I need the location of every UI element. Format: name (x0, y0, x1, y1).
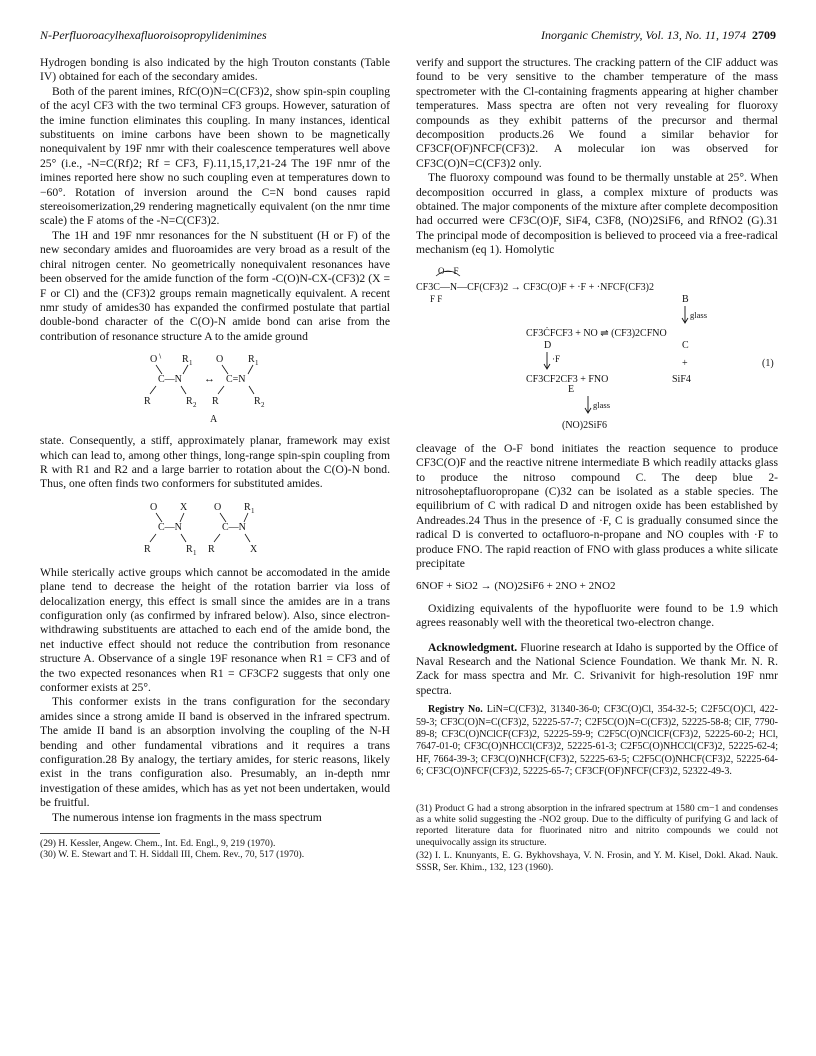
svg-text:R: R (208, 543, 215, 555)
glass-label: glass (593, 399, 610, 410)
svg-text:2: 2 (261, 401, 265, 410)
scheme-line-2: CF3ĊFCF3 + NO ⇌ (CF3)2CFNO (526, 327, 667, 339)
label-d: D (544, 339, 552, 351)
svg-text:R: R (244, 501, 251, 513)
footnote: (32) I. L. Knunyants, E. G. Bykhovshaya, V. N. Frosin, and Y. M. Kisel, Dokl. Akad. Nauk. SSSR, Ser. Khim., 132, 123 (1960). (416, 850, 778, 873)
paragraph: state. Consequently, a stiff, approximately planar, framework may exist which can lead to, among other things, long-range spin-spin coupling from R with R1 and R2 and a large barrier to rotation about the C(O)-N bond. Thus, one often finds two conformers for substituted amides. (40, 434, 390, 491)
conformers-svg (40, 498, 390, 560)
glass-label: glass (690, 309, 707, 320)
paragraph: verify and support the structures. The cracking pattern of the ClF adduct was found to be very sensitive to the chamber temperature of the mass spectrometer with the Cl-containing fragments appearing at higher chamber temperatures. Mass spectra are often not very revealing for fluoroxy compounds as they exhibit patterns of the precursor and thermal decomposition products.26 We found a similar behavior for CF3CF(OF)NFCF(CF3)2. A molecular ion was observed for CF3C(O)N=C(CF3)2 only. (416, 56, 778, 170)
svg-text:1: 1 (255, 359, 259, 368)
paragraph: Both of the parent imines, RfC(O)N=C(CF3)2, show spin-spin coupling of the acyl CF3 with the two terminal CF3 groups. However, saturation of the imine function eliminates this coupling. In many instances, identical substituents on imine carbons have been shown to be magnetically nonequivalent by 19F nmr with their coalescence temperatures well above 25° (i.e., -N=C(Rf)2; Rf = CF3, F).11,15,17,21-24 The 19F nmr of the imines reported here show no such coupling even at temperatures down to −60°. Rotation of inversion around the C=N bond causes rapid stereoisomerization,29 rendering magnetically equivalent (on the nmr time scale) the F atoms of the -N=C(CF3)2. (40, 84, 390, 228)
resonance-structure-a (40, 350, 390, 428)
svg-text:R: R (212, 396, 219, 408)
scheme-line-4: (NO)2SiF6 (562, 419, 608, 431)
paragraph: The numerous intense ion fragments in the mass spectrum (52, 810, 322, 824)
paragraph: This conformer exists in the trans configuration for the secondary amides since a strong amide II band is observed in the infrared spectrum. The amide II band is an absorption involving the coupling of the N-H bending and other fundamental vibrations and it requires a trans configuration.28 By analogy, the tertiary amides, for steric reasons, likely exist in the trans configuration also. Presumably, an in-depth nmr investigation of these amides, which has as yet not been undertaken, would be fruitful. (40, 695, 390, 810)
scheme-top-group: O—F (438, 265, 459, 276)
right-footnotes (416, 803, 778, 873)
footnote-divider (40, 833, 160, 834)
paragraph: Hydrogen bonding is also indicated by the high Trouton constants (Table IV) obtained for each of the secondary amides. (40, 56, 390, 84)
plus-sign: + (682, 357, 688, 369)
registry-numbers (416, 704, 778, 778)
footnote: (30) W. E. Stewart and T. H. Siddall III, Chem. Rev., 70, 517 (1970). (40, 849, 305, 861)
svg-text:C—N: C—N (158, 521, 182, 533)
paragraph: Oxidizing equivalents of the hypofluorite were found to be 1.9 which agrees reasonably well with the theoretical two-electron change. (416, 601, 778, 630)
svg-text:O: O (216, 354, 224, 366)
silicate-equation: 6NOF + SiO2 → (NO)2SiF6 + 2NO + 2NO2 (416, 580, 616, 593)
svg-text:X: X (250, 543, 258, 555)
svg-text:O: O (214, 501, 222, 513)
svg-text:R: R (144, 396, 151, 408)
page-number: 2709 (752, 28, 776, 42)
label-c: C (682, 339, 689, 351)
running-title: N-Perfluoroacylhexafluoroisopropylidenimines (40, 28, 267, 42)
paragraph: The 1H and 19F nmr resonances for the N substituent (H or F) of the new secondary amides and fluoroamides are very broad as a result of the chiral nitrogen center. No geometrically nonequivalent resonances have been observed for the amide function of the form -C(O)N-CX-(CF3)2 (X = F or Cl) and the (CF3)2 groups remain magnetically equivalent. A recent nmr study of amides30 has expanded the confirmed postulate that partial double-bond character of the C(O)-N amide bond can arise from the contribution of resonance structure A to the amide ground (40, 228, 390, 343)
svg-text:R: R (186, 396, 193, 408)
svg-text:C=N: C=N (226, 374, 246, 386)
svg-text:R: R (182, 354, 189, 366)
left-column (40, 56, 390, 861)
label-e: E (568, 383, 575, 395)
scheme-line-1: CF3C—N—CF(CF3)2 → CF3C(O)F + ·F + ·NFCF(CF3)2 (416, 281, 654, 293)
svg-text:R: R (186, 543, 193, 555)
svg-text:R: R (144, 543, 151, 555)
svg-text:∖: ∖ (158, 354, 162, 361)
registry-text: LiN=C(CF3)2, 31340-36-0; CF3C(O)Cl, 354-32-5; C2F5C(O)Cl, 422-59-3; CF3C(O)N=C(CF3)2, 52225-57-7; C2F5C(O)N=C(CF3)2, 52225-58-8; ClF, 7790-89-8; CF3C(O)NClCF(CF3)2, 52225-59-9; C2F5C(O)NClCF(CF3)2, 52225-60-2; HCl, 7647-01-0; CF3C(O)NHCCl(CF3)2, 52225-61-3; C2F5C(O)NHCCl(CF3)2, 52225-62-4; HF, 7664-39-3; CF3C(O)NHCF(CF3)2, 52225-63-5; C2F5C(O)NHCF(CF3)2, 52225-64-6; CF3C(O)NFCF(CF3)2, 52225-65-7; CF3CF(OF)NFCF(CF3)2, 52322-49-3. (416, 704, 779, 778)
paragraph: cleavage of the O-F bond initiates the reaction sequence to produce CF3C(O)F and the reactive nitrene intermediate B which readily attacks glass to produce the nitroso compound C. The deep blue 2-nitrosoheptafluoropropane (C)32 can be isolated as a stable species. The equilibrium of C with radical D and nitrogen oxide has been established by Andreades.24 Thus in the presence of ·F, C is gradually consumed since the radical D is converted to octafluoro-n-propane and NO couples with ·F to produce FNO. The rapid reaction of FNO with glass produces a white silicate precipitate (416, 441, 778, 570)
svg-text:↔: ↔ (204, 373, 215, 386)
reaction-scheme (416, 264, 778, 436)
registry-label: Registry No. (428, 704, 483, 716)
reaction-scheme-svg (416, 264, 778, 436)
svg-text:C—N: C—N (158, 374, 182, 386)
svg-text:1: 1 (193, 548, 197, 557)
svg-text:C—N: C—N (222, 521, 246, 533)
scheme-sub-ff: F F (430, 293, 443, 304)
footnote: (31) Product G had a strong absorption in the infrared spectrum at 1580 cm−1 and condenses as a white solid suggesting the -NO2 group. Due to the difficulty of purifying G and lack of reported literature data for fluorinated nitro and nitrito compounds we could not unequivocally assign its structure. (416, 802, 778, 848)
equation-number: (1) (762, 357, 774, 369)
svg-text:R: R (254, 396, 261, 408)
acknowledgment (416, 641, 778, 699)
svg-text:R: R (248, 354, 255, 366)
svg-text:2: 2 (193, 401, 197, 410)
structure-a-label: A (210, 414, 218, 426)
paragraph: The fluoroxy compound was found to be thermally unstable at 25°. When decomposition occurred in glass, a complex mixture of products was obtained. The major components of the mixture after complete decomposition had occurred were CF3C(O)F, SiF4, C3F8, (NO)2SiF6, and RfNO2 (G).31 The principal mode of decomposition is believed to proceed via a free-radical mechanism (eq 1). Homolytic (416, 171, 778, 257)
svg-text:O: O (150, 354, 158, 366)
acknowledgment-text: Fluorine research at Idaho is supported by the Office of Naval Research and the National Science Foundation. We thank Mr. N. R. Zack for mass spectra and Mr. C. Srivanivit for high-resolution 19F nmr spectra. (416, 640, 778, 697)
scheme-line-3: CF3CF2CF3 + FNO (526, 373, 609, 385)
svg-text:1: 1 (251, 506, 255, 515)
acknowledgment-label: Acknowledgment. (428, 640, 518, 654)
resonance-structure-svg (40, 350, 390, 428)
amide-conformers (40, 498, 390, 560)
radical-f-label: ·F (552, 353, 561, 364)
label-b: B (682, 293, 689, 305)
journal-info (541, 28, 776, 43)
svg-text:1: 1 (189, 359, 193, 368)
paragraph: While sterically active groups which cannot be accomodated in the amide plane tend to decrease the height of the rotation barrier via loss of delocalization energy, this effect is small since the amides are in a trans configuration only (as confirmed by infrared below). Also, since electron-withdrawing substituents are attached to each end of the amide bond, the net inductive effect should not reduce the contribution from resonance structure A. Observance of a single 19F resonance when R1 = CF3 and of the two expected resonances when R1 = CF3CF2 suggests that only one conformer exists at 25°. (40, 565, 390, 694)
svg-text:O: O (150, 501, 158, 513)
footnote: (29) H. Kessler, Angew. Chem., Int. Ed. Engl., 9, 219 (1970). (40, 838, 276, 850)
sif4-label: SiF4 (672, 373, 691, 385)
running-header (40, 28, 776, 46)
right-column (416, 56, 778, 873)
svg-text:X: X (180, 501, 188, 513)
journal-citation: Inorganic Chemistry, Vol. 13, No. 11, 1974 (541, 28, 746, 42)
